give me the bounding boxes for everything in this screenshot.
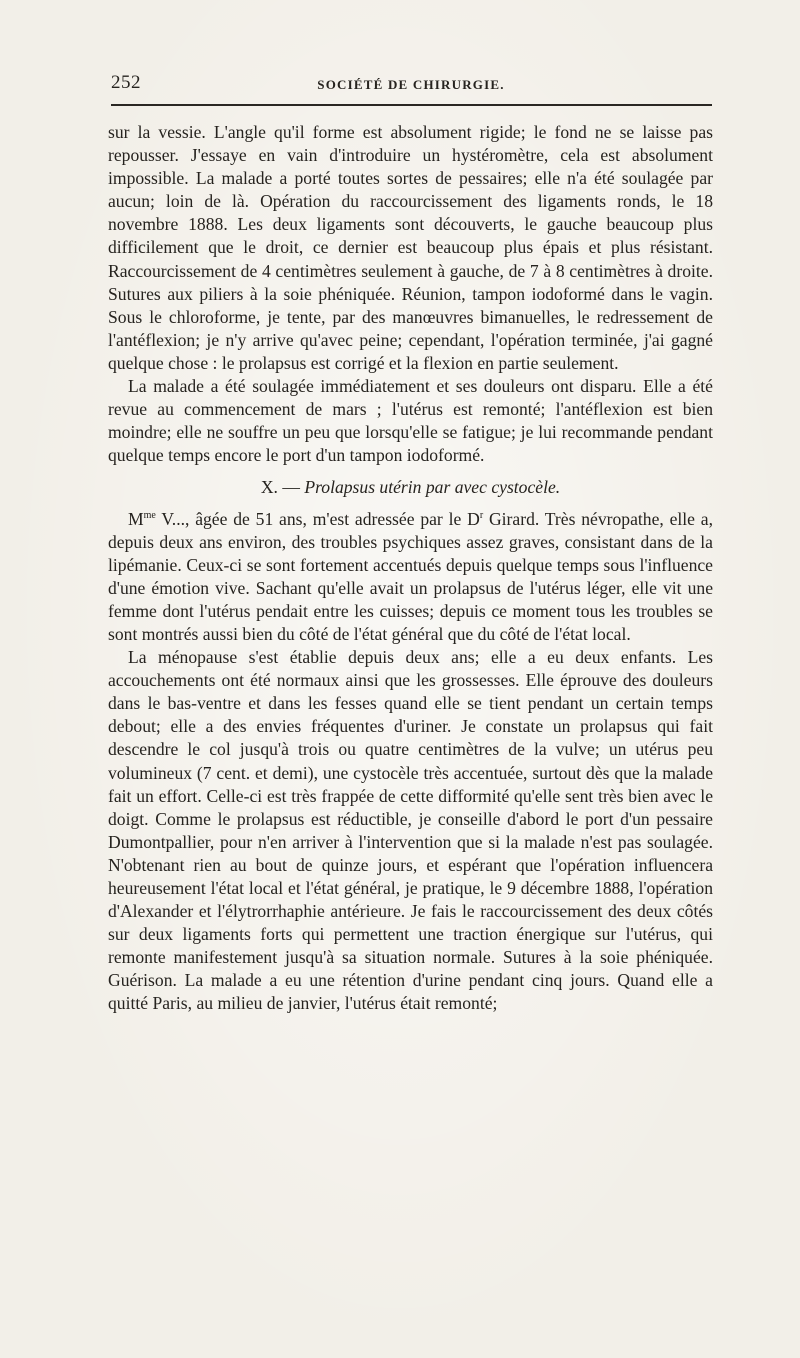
page-header bbox=[111, 72, 711, 100]
paragraph-case-intro bbox=[108, 508, 713, 647]
case-intro-text: V..., âgée de 51 ans, m'est adressée par le D bbox=[155, 508, 480, 529]
title-abbrev: M bbox=[128, 508, 144, 529]
doctor-abbrev-sup: r bbox=[479, 509, 484, 521]
paragraph-case-details: La ménopause s'est établie depuis deux ans; elle a eu deux enfants. Les accouchements ont été normaux ainsi que les grossesses. Elle éprouve des douleurs dans le bas-ventre et dans les fesses quand elle se tient pendant un certain temps debout; elle a des envies fréquentes d'uriner. Je constate un prolapsus qui fait descendre le col jusqu'à trois ou quatre centimètres de la vulve; un utérus peu volumineux (7 cent. et demi), une cystocèle très accentuée, surtout dès que la malade fait un effort. Celle-ci est très frappée de cette difformité qu'elle sent très bien avec le doigt. Comme le prolapsus est réductible, je conseille d'abord le port d'un pessaire Dumontpallier, pour n'en arriver à l'intervention que si la malade n'est pas soulagée. N'obtenant rien au bout de quinze jours, et espérant que l'opération influencera heureusement l'état local et l'état général, je pratique, le 9 décembre 1888, l'opération d'Alexander et l'élytrorrhaphie antérieure. Je fais le raccourcissement des deux côtés sur deux ligaments forts qui permettent une traction énergique sur l'utérus, qui remonte manifestement jusqu'à sa situation normale. Sutures à la soie phéniquée. Guérison. La malade a eu une rétention d'urine pendant cinq jours. Quand elle a quitté Paris, au milieu de janvier, l'utérus était remonté; bbox=[108, 647, 713, 1014]
body-text bbox=[108, 121, 713, 1016]
paragraph-outcome: La malade a été soulagée immédiatement et ses douleurs ont disparu. Elle a été revue au commencement de mars ; l'utérus est remonté; l'antéflexion est bien moindre; elle ne souffre un peu que lorsqu'elle se fatigue; je lui recommande pendant quelque temps encore le port d'un tampon iodoformé. bbox=[108, 376, 713, 466]
running-head: SOCIÉTÉ DE CHIRURGIE. bbox=[317, 77, 505, 92]
case-intro-rest: Girard. Très névropathe, elle a, depuis deux ans environ, des troubles psychiques assez graves, consistant dans de la lipémanie. Ceux-ci se sont fortement accentués depuis quelque temps sous l'influence d'une émotion vive. Sachant qu'elle avait un prolapsus de l'utérus léger, elle vit une femme dont l'utérus pendait entre les cuisses; depuis ce moment tous les troubles se sont montrés aussi bien du côté de l'état général que du côté de l'état local. bbox=[108, 508, 713, 644]
header-rule bbox=[111, 104, 712, 106]
paragraph-continuation: sur la vessie. L'angle qu'il forme est absolument rigide; le fond ne se laisse pas repousser. J'essaye en vain d'introduire un hystéromètre, cela est absolument impossible. La malade a porté toutes sortes de pessaires; elle n'a été soulagée par aucun; loin de là. Opération du raccourcissement des ligaments ronds, le 18 novembre 1888. Les deux ligaments sont découverts, le gauche beaucoup plus difficilement que le droit, ce dernier est beaucoup plus épais et plus résistant. Raccourcissement de 4 centimètres seulement à gauche, de 7 à 8 centimètres à droite. Sutures aux piliers à la soie phéniquée. Réunion, tampon iodoformé dans le vagin. Sous le chloroforme, je tente, par des manœuvres bimanuelles, le redressement de l'antéflexion; je n'y arrive qu'avec peine; cependant, l'opération terminée, j'ai gagné quelque chose : le prolapsus est corrigé et la flexion en partie seulement. bbox=[108, 122, 713, 373]
page-number: 252 bbox=[111, 72, 141, 93]
section-number: X. — bbox=[260, 477, 300, 498]
section-heading bbox=[108, 476, 713, 499]
title-abbrev-sup: me bbox=[143, 509, 156, 521]
section-title: Prolapsus utérin par avec cystocèle. bbox=[304, 477, 561, 498]
